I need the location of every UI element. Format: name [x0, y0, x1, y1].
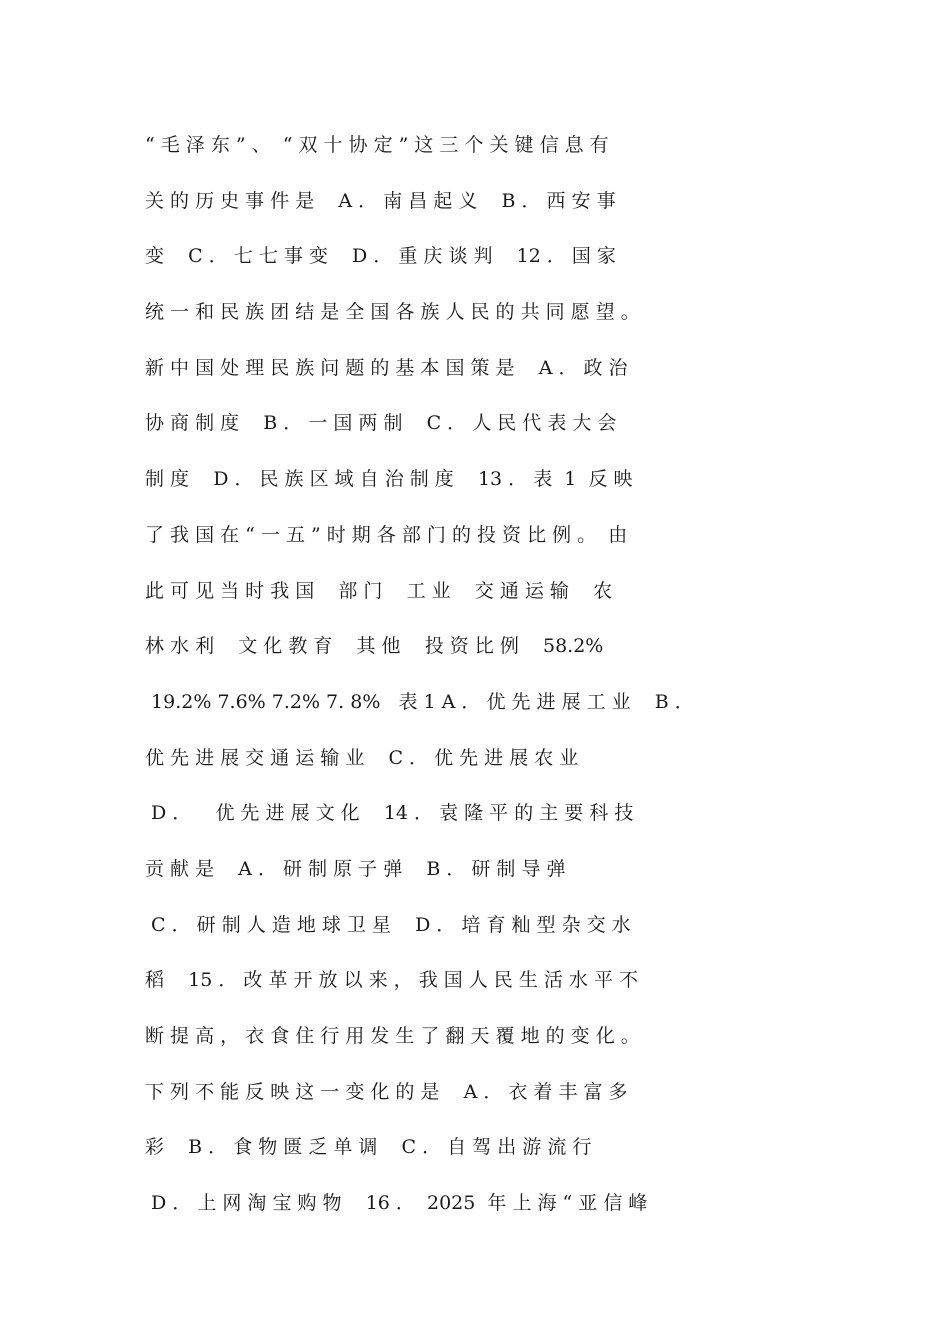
text-line: 彩 B ． 食 物 匮 乏 单 调 C ． 自 驾 出 游 流 行 [145, 1136, 592, 1159]
text-line: 了 我 国 在 “ 一 五 ” 时 期 各 部 门 的 投 资 比 例 。 由 [145, 523, 628, 546]
text-line: 贡 献 是 A ． 研 制 原 子 弹 B ． 研 制 导 弹 [145, 857, 566, 880]
text-line: 此 可 见 当 时 我 国 部 门 工 业 交 通 运 输 农 [145, 579, 613, 602]
text-line: 关 的 历 史 事 件 是 A ． 南 昌 起 义 B ． 西 安 事 [145, 189, 616, 212]
text-line: 协 商 制 度 B ． 一 国 两 制 C ． 人 民 代 表 大 会 [145, 412, 617, 435]
text-line: 新 中 国 处 理 民 族 问 题 的 基 本 国 策 是 A ． 政 治 [145, 356, 628, 379]
text-line: 统 一 和 民 族 团 结 是 全 国 各 族 人 民 的 共 同 愿 望 。 [145, 301, 640, 324]
text-line: D ． 优 先 进 展 文 化 14 ． 袁 隆 平 的 主 要 科 技 [145, 802, 634, 825]
text-line: 19.2% 7.6% 7.2% 7. 8% 表 1 A ． 优 先 进 展 工 业 B ． [145, 690, 694, 713]
text-line: C ． 研 制 人 造 地 球 卫 星 D ． 培 育 籼 型 杂 交 水 [145, 913, 631, 936]
text-line: 变 C ． 七 七 事 变 D ． 重 庆 谈 判 12 ． 国 家 [145, 245, 616, 268]
text-line: 林 水 利 文 化 教 育 其 他 投 资 比 例 58.2% [145, 635, 604, 658]
text-line: 优 先 进 展 交 通 运 输 业 C ． 优 先 进 展 农 业 [145, 746, 579, 769]
text-line: 断 提 高 ， 衣 食 住 行 用 发 生 了 翻 天 覆 地 的 变 化 。 [145, 1025, 640, 1047]
document-body [145, 125, 810, 1239]
text-line: D ． 上 网 淘 宝 购 物 16 ． 2025 年 上 海 “ 亚 信 峰 [145, 1192, 648, 1215]
text-line: 稻 15 ． 改 革 开 放 以 来 ， 我 国 人 民 生 活 水 平 不 [145, 969, 639, 992]
text-line: “ 毛 泽 东 ” 、 “ 双 十 协 定 ” 这 三 个 关 键 信 息 有 [145, 134, 609, 156]
text-line: 制 度 D ． 民 族 区 域 自 治 制 度 13 ． 表 1 反 映 [145, 468, 633, 491]
text-line: 下 列 不 能 反 映 这 一 变 化 的 是 A ． 衣 着 丰 富 多 [145, 1080, 628, 1103]
